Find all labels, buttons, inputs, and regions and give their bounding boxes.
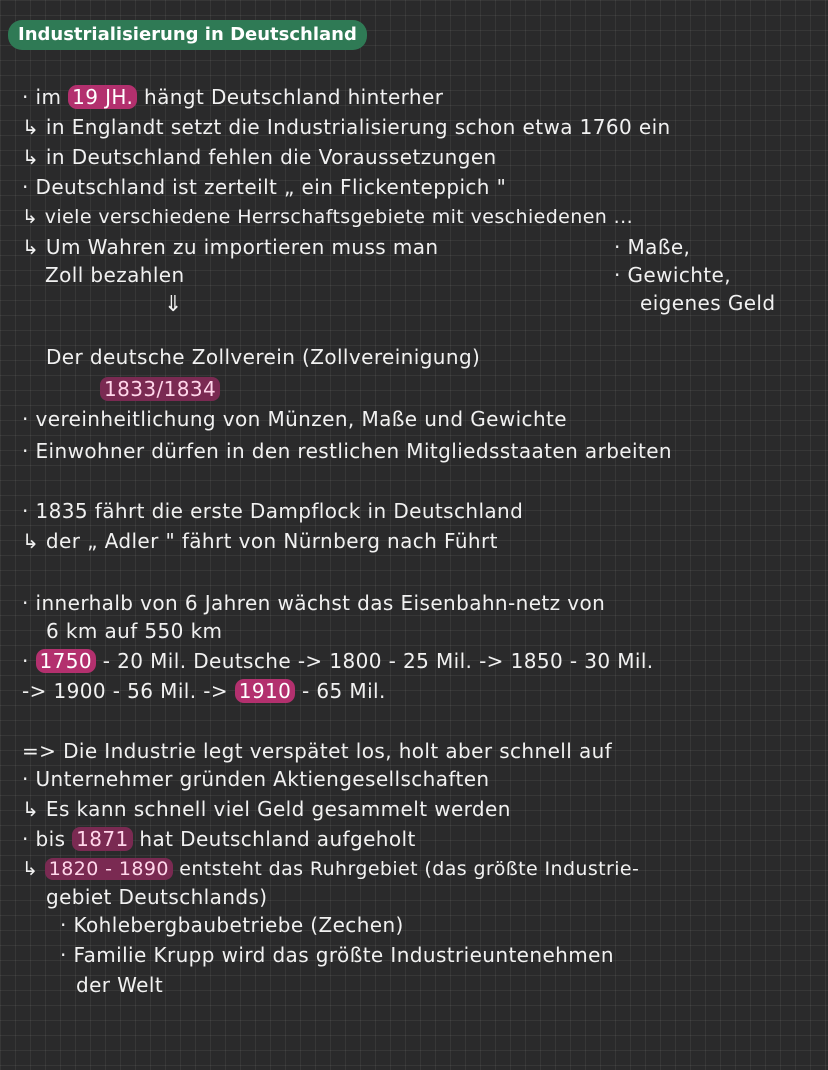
section-heading: Der deutsche Zollverein (Zollvereinigung) [46, 345, 481, 369]
text-line: · Deutschland ist zerteilt „ ein Flickenteppich " [22, 175, 507, 199]
page-title: Industrialisierung in Deutschland [8, 20, 367, 50]
text-line: · 1750 - 20 Mil. Deutsche -> 1800 - 25 Mil. -> 1850 - 30 Mil. [22, 649, 654, 673]
year-highlight: 1871 [72, 827, 133, 851]
year-highlight: 1820 - 1890 [45, 858, 173, 880]
text-line: · bis 1871 hat Deutschland aufgeholt [22, 827, 416, 851]
text-line: ↳ Um Wahren zu importieren muss man [22, 235, 439, 259]
year-badge: 1833/1834 [100, 376, 220, 402]
text-line: · vereinheitlichung von Münzen, Maße und Gewichte [22, 407, 567, 431]
list-item: der Welt [76, 973, 164, 997]
year-highlight: 19 JH. [68, 85, 137, 109]
year-highlight: 1750 [36, 649, 97, 673]
text-line: ↳ viele verschiedene Herrschaftsgebiete mit veschiedenen ... [22, 206, 634, 228]
text-line: -> 1900 - 56 Mil. -> 1910 - 65 Mil. [22, 679, 386, 703]
text-line: ↳ in Englandt setzt die Industrialisierung schon etwa 1760 ein [22, 115, 671, 139]
text-line: => Die Industrie legt verspätet los, holt aber schnell auf [22, 739, 613, 763]
list-item: · Kohlebergbaubetriebe (Zechen) [60, 913, 404, 937]
list-item: · Maße, [614, 235, 691, 259]
text-line: Zoll bezahlen [45, 263, 185, 287]
text-line: ↳ der „ Adler " fährt von Nürnberg nach Führt [22, 529, 498, 553]
year-highlight: 1910 [235, 679, 296, 703]
text-line: ↳ 1820 - 1890 entsteht das Ruhrgebiet (das größte Industrie- [22, 858, 640, 880]
list-item: · Familie Krupp wird das größte Industrieuntenehmen [60, 943, 614, 967]
text-line: 6 km auf 550 km [46, 619, 223, 643]
text-line: · im 19 JH. hängt Deutschland hinterher [22, 85, 444, 109]
text-line: ↳ in Deutschland fehlen die Voraussetzungen [22, 145, 497, 169]
text-line: · innerhalb von 6 Jahren wächst das Eisenbahn-netz von [22, 591, 606, 615]
text-line: · 1835 fährt die erste Dampflock in Deutschland [22, 499, 524, 523]
text-line: gebiet Deutschlands) [46, 885, 268, 909]
text-line: · Einwohner dürfen in den restlichen Mitgliedsstaaten arbeiten [22, 439, 672, 463]
list-item: · Gewichte, [614, 263, 732, 287]
text-line: ↳ Es kann schnell viel Geld gesammelt werden [22, 797, 511, 821]
list-item: eigenes Geld [640, 291, 776, 315]
down-arrow-icon: ⇓ [164, 292, 183, 317]
text-line: · Unternehmer gründen Aktiengesellschaften [22, 767, 490, 791]
